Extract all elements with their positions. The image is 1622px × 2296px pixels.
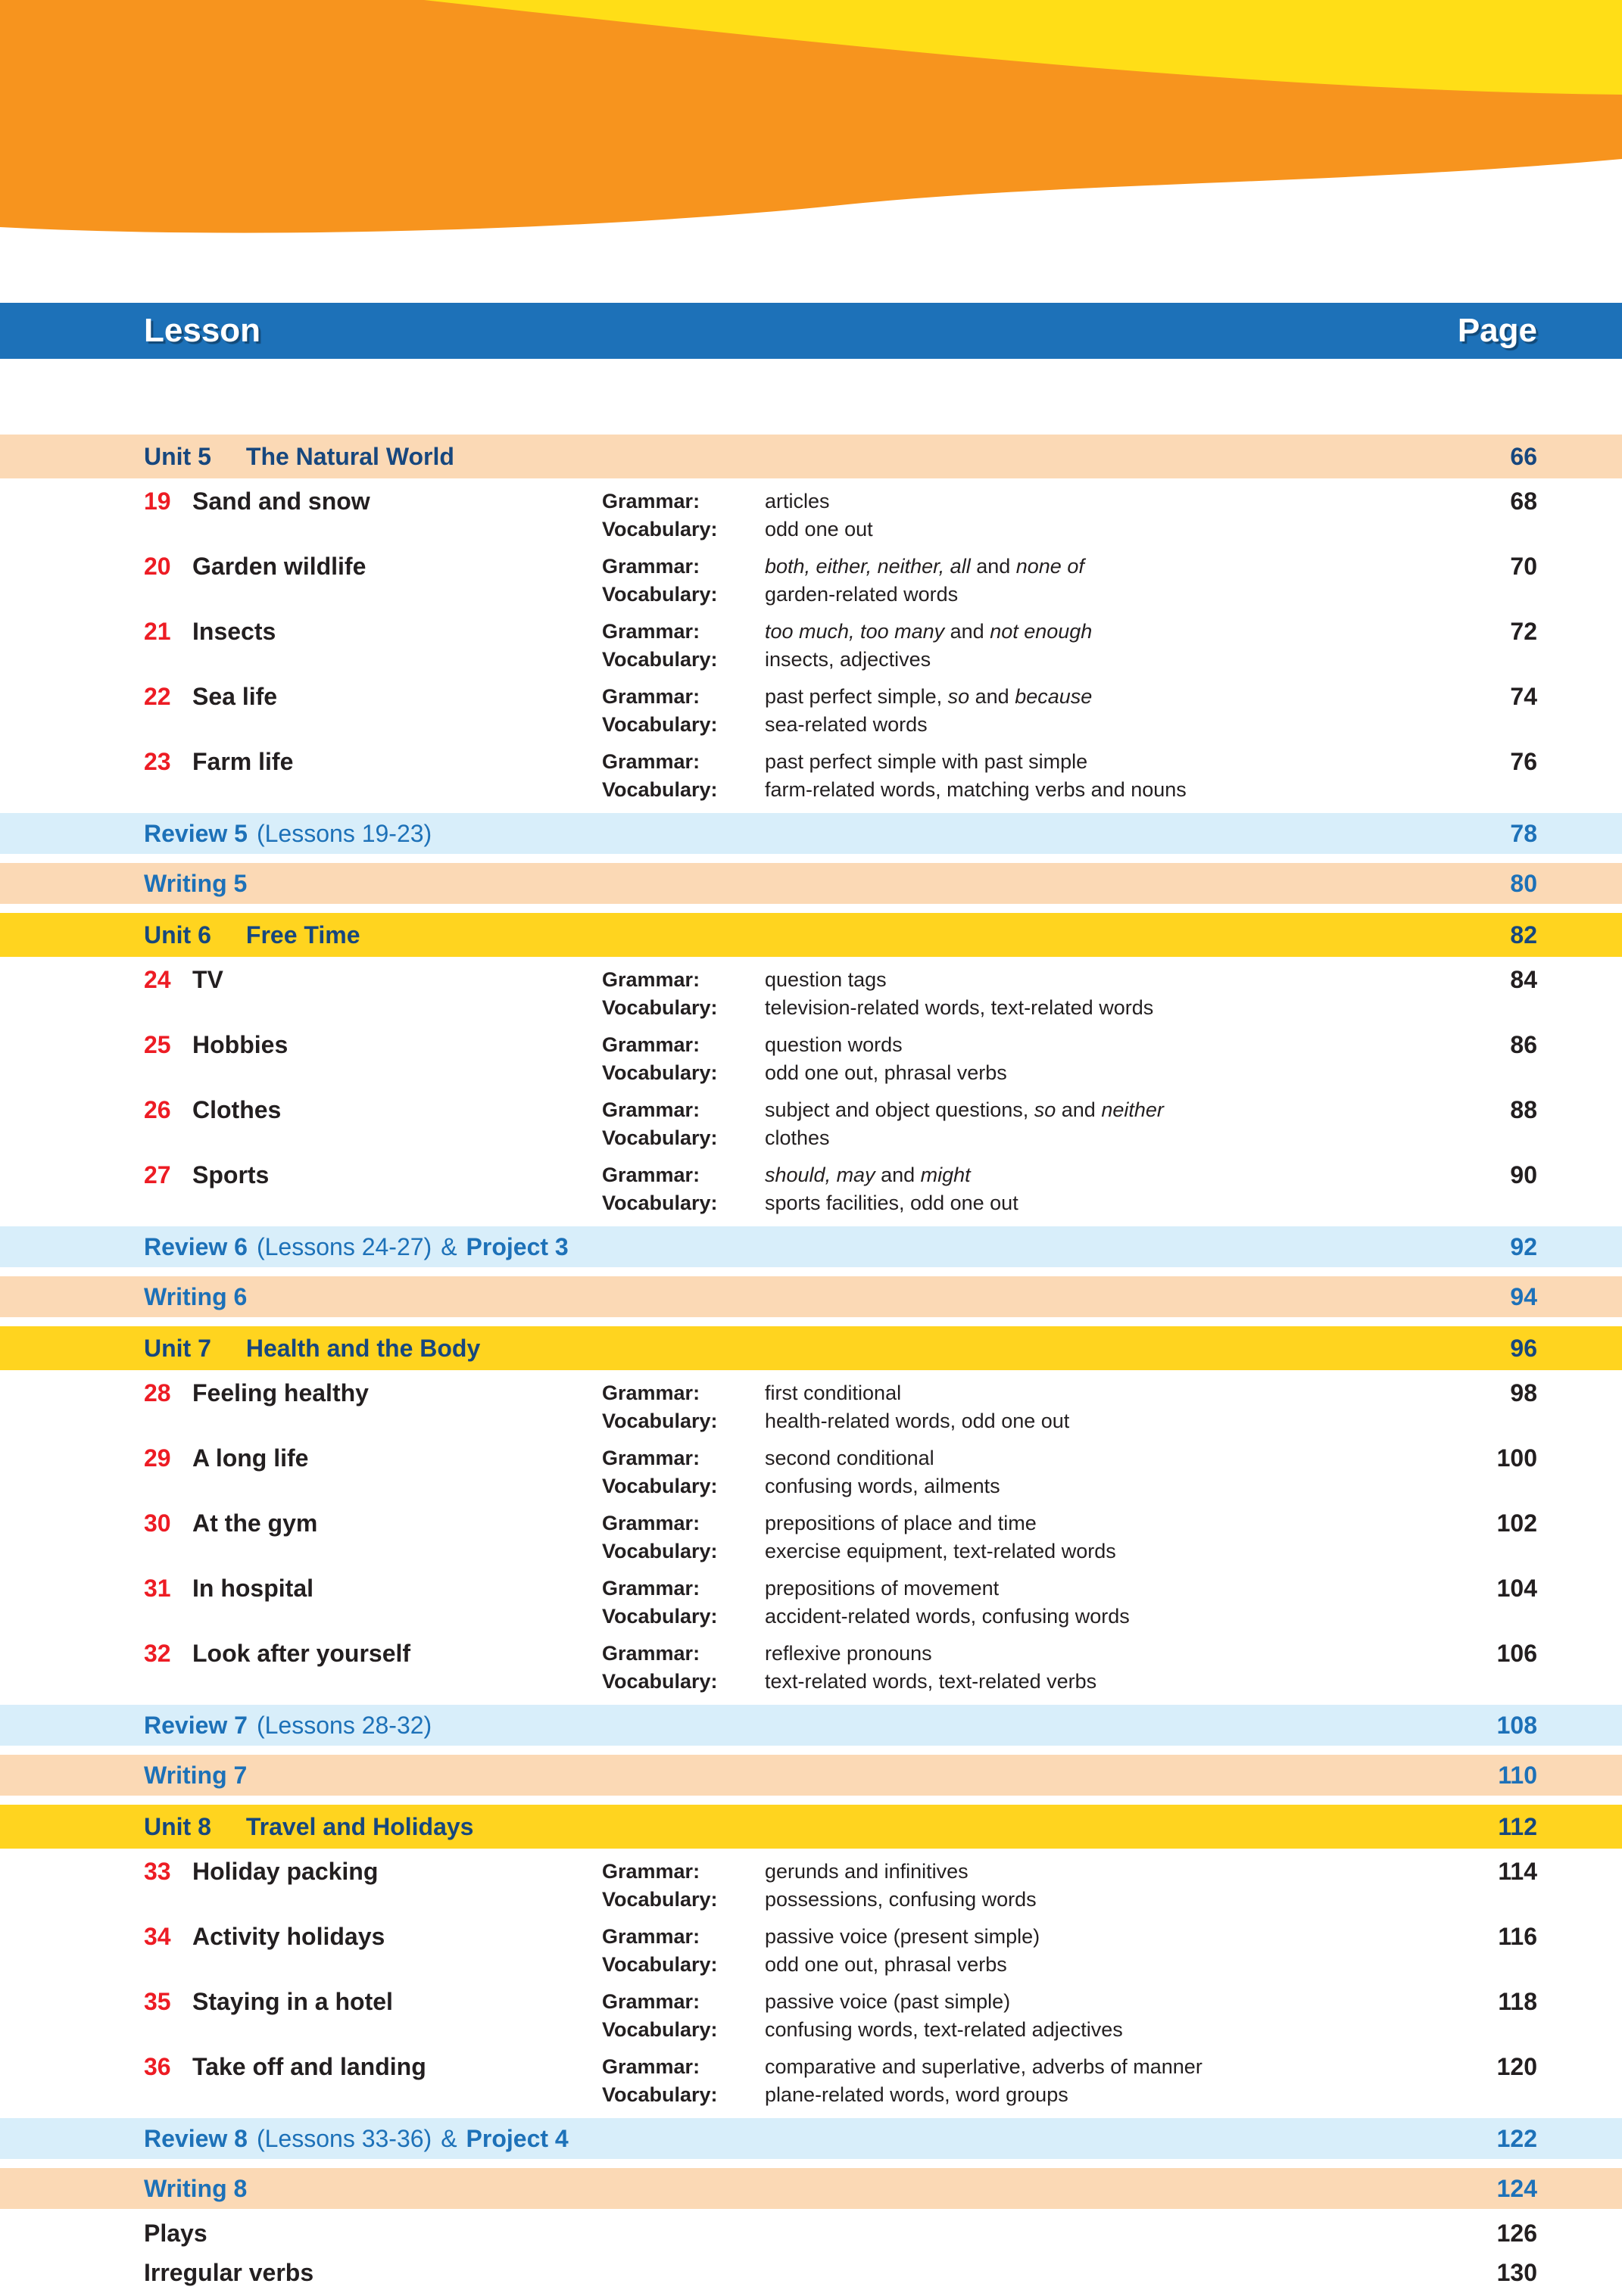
- review-heading: [144, 1712, 450, 1740]
- vocabulary-label: Vocabulary:: [602, 2018, 718, 2041]
- lesson-heading: [144, 618, 602, 646]
- grammar-text: first conditional: [765, 1382, 902, 1404]
- grammar-label: Grammar:: [602, 1860, 700, 1883]
- lesson-number: 28: [144, 1379, 171, 1407]
- vocabulary-line: [602, 994, 1439, 1022]
- review-heading: [144, 2125, 569, 2153]
- grammar-line: [602, 1575, 1439, 1603]
- grammar-text: gerunds and infinitives: [765, 1860, 969, 1883]
- lesson-number: 20: [144, 553, 171, 580]
- vocabulary-line: [602, 1472, 1439, 1500]
- page-number: 72: [1510, 618, 1537, 645]
- page-number: 74: [1510, 683, 1537, 710]
- lesson-details: [602, 618, 1439, 674]
- page-number: 130: [1496, 2258, 1537, 2286]
- vocabulary-label: Vocabulary:: [602, 713, 718, 736]
- lesson-heading: [144, 488, 602, 516]
- lesson-heading: [144, 2053, 602, 2081]
- vocabulary-line: [602, 1951, 1439, 1979]
- grammar-text: past perfect simple, so and because: [765, 685, 1093, 708]
- grammar-line: [602, 1923, 1439, 1951]
- vocabulary-label: Vocabulary:: [602, 1475, 718, 1497]
- review-label: Review 6: [144, 1232, 248, 1260]
- vocabulary-text: accident-related words, confusing words: [765, 1605, 1130, 1628]
- grammar-label: Grammar:: [602, 1164, 700, 1186]
- vocabulary-line: [602, 776, 1439, 804]
- page-number: 102: [1496, 1509, 1537, 1537]
- writing-row: [0, 2168, 1622, 2209]
- grammar-line: [602, 1379, 1439, 1407]
- page-number: 84: [1510, 966, 1537, 993]
- page-number: 98: [1510, 1379, 1537, 1407]
- grammar-label: Grammar:: [602, 1577, 700, 1600]
- grammar-label: Grammar:: [602, 2055, 700, 2078]
- vocabulary-text: television-related words, text-related words: [765, 996, 1154, 1019]
- lesson-heading: [144, 966, 602, 994]
- lesson-row: [0, 1640, 1622, 1696]
- vocabulary-label: Vocabulary:: [602, 996, 718, 1019]
- page-number: 90: [1510, 1161, 1537, 1188]
- vocabulary-label: Vocabulary:: [602, 1670, 718, 1693]
- lesson-details: [602, 1923, 1439, 1979]
- lesson-number: 33: [144, 1858, 171, 1885]
- vocabulary-label: Vocabulary:: [602, 1605, 718, 1628]
- page-number: 126: [1496, 2219, 1537, 2247]
- page-number: 88: [1510, 1096, 1537, 1123]
- vocabulary-line: [602, 1407, 1439, 1435]
- page-number: 76: [1510, 748, 1537, 775]
- vocabulary-text: insects, adjectives: [765, 648, 931, 671]
- lesson-title: Staying in a hotel: [192, 1988, 393, 2015]
- lesson-heading: [144, 1096, 602, 1124]
- page-number: 66: [1510, 442, 1537, 470]
- grammar-line: [602, 1640, 1439, 1668]
- lesson-row: [0, 1858, 1622, 1914]
- unit-row: [0, 913, 1622, 957]
- review-row: [0, 1226, 1622, 1267]
- lesson-row: [0, 1096, 1622, 1152]
- grammar-text: both, either, neither, all and none of: [765, 555, 1084, 578]
- unit-heading: [144, 1813, 473, 1841]
- page-number: 80: [1510, 869, 1537, 897]
- lesson-number: 24: [144, 966, 171, 993]
- vocabulary-text: possessions, confusing words: [765, 1888, 1037, 1911]
- grammar-label: Grammar:: [602, 490, 700, 512]
- vocabulary-line: [602, 516, 1439, 544]
- lesson-title: Hobbies: [192, 1031, 289, 1058]
- lesson-row: [0, 1444, 1622, 1500]
- lesson-row: [0, 748, 1622, 804]
- lesson-title: Take off and landing: [192, 2053, 426, 2080]
- review-lessons-range: (Lessons 19-23): [256, 819, 432, 847]
- grammar-line: [602, 1096, 1439, 1124]
- table-of-contents: [0, 435, 1622, 2288]
- grammar-line: [602, 1509, 1439, 1537]
- lesson-details: [602, 2053, 1439, 2109]
- extra-section-label: Plays: [144, 2219, 207, 2247]
- page-number: 124: [1496, 2174, 1537, 2202]
- lesson-details: [602, 1988, 1439, 2044]
- page-number: 96: [1510, 1334, 1537, 1362]
- writing-row: [0, 1755, 1622, 1796]
- page-number: 118: [1498, 1988, 1537, 2015]
- lesson-title: In hospital: [192, 1575, 313, 1602]
- extra-section-label: Irregular verbs: [144, 2258, 314, 2286]
- grammar-line: [602, 1858, 1439, 1886]
- grammar-line: [602, 488, 1439, 516]
- page-number: 70: [1510, 553, 1537, 580]
- lesson-heading: [144, 1640, 602, 1668]
- vocabulary-text: sports facilities, odd one out: [765, 1192, 1018, 1214]
- lesson-title: Look after yourself: [192, 1640, 411, 1667]
- page-number: 114: [1498, 1858, 1537, 1885]
- lesson-title: Feeling healthy: [192, 1379, 369, 1407]
- lesson-row: [0, 1161, 1622, 1217]
- vocabulary-label: Vocabulary:: [602, 778, 718, 801]
- grammar-text: comparative and superlative, adverbs of manner: [765, 2055, 1202, 2078]
- vocabulary-text: clothes: [765, 1126, 830, 1149]
- lesson-row: [0, 553, 1622, 609]
- unit-title: Health and the Body: [245, 1334, 481, 1362]
- vocabulary-line: [602, 1537, 1439, 1565]
- vocabulary-text: farm-related words, matching verbs and nouns: [765, 778, 1187, 801]
- lesson-number: 32: [144, 1640, 171, 1667]
- extra-section-row: [0, 2257, 1622, 2288]
- review-heading: [144, 820, 450, 848]
- lesson-title: Clothes: [192, 1096, 282, 1123]
- writing-label: Writing 5: [144, 869, 248, 897]
- unit-row: [0, 1326, 1622, 1370]
- page-number: 92: [1510, 1232, 1537, 1260]
- vocabulary-text: confusing words, ailments: [765, 1475, 1000, 1497]
- review-row: [0, 813, 1622, 854]
- lesson-title: Sand and snow: [192, 488, 370, 515]
- lesson-row: [0, 2053, 1622, 2109]
- review-row: [0, 2118, 1622, 2159]
- lesson-title: Sea life: [192, 683, 278, 710]
- grammar-text: passive voice (present simple): [765, 1925, 1040, 1948]
- lesson-details: [602, 1444, 1439, 1500]
- lesson-heading: [144, 1161, 602, 1189]
- lesson-details: [602, 1096, 1439, 1152]
- lesson-heading: [144, 1031, 602, 1059]
- vocabulary-line: [602, 711, 1439, 739]
- grammar-line: [602, 553, 1439, 581]
- page-number: 106: [1496, 1640, 1537, 1667]
- vocabulary-label: Vocabulary:: [602, 583, 718, 606]
- lesson-number: 34: [144, 1923, 171, 1950]
- vocabulary-label: Vocabulary:: [602, 1126, 718, 1149]
- grammar-text: question tags: [765, 968, 887, 991]
- lesson-number: 19: [144, 488, 171, 515]
- lesson-details: [602, 1858, 1439, 1914]
- page-number: 94: [1510, 1282, 1537, 1310]
- vocabulary-text: health-related words, odd one out: [765, 1410, 1070, 1432]
- grammar-text: reflexive pronouns: [765, 1642, 932, 1665]
- lesson-details: [602, 1031, 1439, 1087]
- writing-label: Writing 7: [144, 1761, 248, 1789]
- lesson-row: [0, 1923, 1622, 1979]
- grammar-text: passive voice (past simple): [765, 1990, 1011, 2013]
- grammar-text: prepositions of movement: [765, 1577, 1000, 1600]
- header-curve-graphic: [0, 0, 1622, 303]
- vocabulary-text: exercise equipment, text-related words: [765, 1540, 1116, 1562]
- vocabulary-label: Vocabulary:: [602, 2083, 718, 2106]
- grammar-label: Grammar:: [602, 1033, 700, 1056]
- grammar-text: prepositions of place and time: [765, 1512, 1037, 1534]
- unit-label: Unit 6: [144, 921, 211, 949]
- review-project-label: Project 3: [466, 1232, 569, 1260]
- lesson-row: [0, 1575, 1622, 1631]
- grammar-label: Grammar:: [602, 968, 700, 991]
- lesson-heading: [144, 1858, 602, 1886]
- unit-title: Travel and Holidays: [245, 1812, 474, 1840]
- grammar-label: Grammar:: [602, 750, 700, 773]
- lesson-number: 29: [144, 1444, 171, 1472]
- lesson-row: [0, 683, 1622, 739]
- review-row: [0, 1705, 1622, 1746]
- lesson-details: [602, 966, 1439, 1022]
- grammar-line: [602, 1988, 1439, 2016]
- top-decoration: [0, 0, 1622, 303]
- vocabulary-label: Vocabulary:: [602, 1410, 718, 1432]
- vocabulary-line: [602, 1603, 1439, 1631]
- lesson-row: [0, 1031, 1622, 1087]
- vocabulary-text: sea-related words: [765, 713, 928, 736]
- grammar-label: Grammar:: [602, 1098, 700, 1121]
- vocabulary-text: odd one out, phrasal verbs: [765, 1953, 1007, 1976]
- vocabulary-line: [602, 2081, 1439, 2109]
- lesson-number: 23: [144, 748, 171, 775]
- unit-title: The Natural World: [245, 442, 454, 470]
- grammar-text: second conditional: [765, 1447, 934, 1469]
- lesson-title: Insects: [192, 618, 276, 645]
- vocabulary-label: Vocabulary:: [602, 1540, 718, 1562]
- grammar-label: Grammar:: [602, 685, 700, 708]
- grammar-label: Grammar:: [602, 620, 700, 643]
- review-lessons-range: (Lessons 33-36): [256, 2124, 432, 2152]
- review-ampersand: &: [441, 2124, 457, 2152]
- unit-label: Unit 8: [144, 1812, 211, 1840]
- review-heading: [144, 1233, 569, 1261]
- lesson-row: [0, 618, 1622, 674]
- page-number: 122: [1496, 2124, 1537, 2152]
- grammar-label: Grammar:: [602, 555, 700, 578]
- unit-row: [0, 435, 1622, 478]
- lesson-title: Sports: [192, 1161, 270, 1188]
- vocabulary-text: confusing words, text-related adjectives: [765, 2018, 1123, 2041]
- vocabulary-label: Vocabulary:: [602, 1061, 718, 1084]
- grammar-line: [602, 1161, 1439, 1189]
- unit-heading: [144, 1335, 480, 1363]
- lesson-details: [602, 683, 1439, 739]
- page-number: 78: [1510, 819, 1537, 847]
- page-number: 104: [1496, 1575, 1537, 1602]
- grammar-label: Grammar:: [602, 1642, 700, 1665]
- lesson-details: [602, 488, 1439, 544]
- grammar-line: [602, 966, 1439, 994]
- page-number: 108: [1496, 1711, 1537, 1739]
- lesson-heading: [144, 1923, 602, 1951]
- vocabulary-text: odd one out: [765, 518, 873, 541]
- vocabulary-line: [602, 1189, 1439, 1217]
- writing-label: Writing 6: [144, 1282, 248, 1310]
- page-number: 82: [1510, 921, 1537, 949]
- lesson-heading: [144, 748, 602, 776]
- grammar-text: should, may and might: [765, 1164, 971, 1186]
- unit-label: Unit 5: [144, 442, 211, 470]
- lesson-title: Activity holidays: [192, 1923, 385, 1950]
- unit-row: [0, 1805, 1622, 1849]
- unit-heading: [144, 921, 360, 949]
- vocabulary-label: Vocabulary:: [602, 1888, 718, 1911]
- lesson-heading: [144, 683, 602, 711]
- lesson-number: 21: [144, 618, 171, 645]
- vocabulary-text: garden-related words: [765, 583, 959, 606]
- unit-heading: [144, 443, 454, 471]
- lesson-heading: [144, 1509, 602, 1537]
- vocabulary-line: [602, 2016, 1439, 2044]
- vocabulary-text: plane-related words, word groups: [765, 2083, 1068, 2106]
- lesson-row: [0, 1509, 1622, 1565]
- review-lessons-range: (Lessons 24-27): [256, 1232, 432, 1260]
- lesson-number: 36: [144, 2053, 171, 2080]
- grammar-text: past perfect simple with past simple: [765, 750, 1088, 773]
- grammar-label: Grammar:: [602, 1382, 700, 1404]
- review-label: Review 8: [144, 2124, 248, 2152]
- vocabulary-label: Vocabulary:: [602, 518, 718, 541]
- vocabulary-line: [602, 1124, 1439, 1152]
- page-number: 110: [1498, 1761, 1537, 1789]
- extra-section-row: [0, 2218, 1622, 2248]
- lesson-details: [602, 1575, 1439, 1631]
- review-lessons-range: (Lessons 28-32): [256, 1711, 432, 1739]
- lesson-number: 25: [144, 1031, 171, 1058]
- vocabulary-line: [602, 646, 1439, 674]
- vocabulary-text: text-related words, text-related verbs: [765, 1670, 1097, 1693]
- lesson-row: [0, 488, 1622, 544]
- vocabulary-line: [602, 1886, 1439, 1914]
- vocabulary-text: odd one out, phrasal verbs: [765, 1061, 1007, 1084]
- lesson-heading: [144, 1988, 602, 2016]
- lesson-details: [602, 1379, 1439, 1435]
- lesson-title: At the gym: [192, 1509, 318, 1537]
- lesson-title: TV: [192, 966, 223, 993]
- grammar-line: [602, 618, 1439, 646]
- vocabulary-label: Vocabulary:: [602, 1953, 718, 1976]
- lesson-number: 35: [144, 1988, 171, 2015]
- page-number: 68: [1510, 488, 1537, 515]
- grammar-line: [602, 1031, 1439, 1059]
- grammar-line: [602, 683, 1439, 711]
- lesson-details: [602, 1161, 1439, 1217]
- lesson-title: A long life: [192, 1444, 309, 1472]
- grammar-text: too much, too many and not enough: [765, 620, 1093, 643]
- page-number: 100: [1496, 1444, 1537, 1472]
- lesson-row: [0, 966, 1622, 1022]
- review-project-label: Project 4: [466, 2124, 569, 2152]
- page-column-header: Page: [1457, 312, 1537, 349]
- grammar-text: articles: [765, 490, 830, 512]
- page-number: 86: [1510, 1031, 1537, 1058]
- lesson-details: [602, 1640, 1439, 1696]
- unit-title: Free Time: [245, 921, 360, 949]
- review-label: Review 5: [144, 819, 248, 847]
- lesson-title: Garden wildlife: [192, 553, 367, 580]
- vocabulary-line: [602, 1668, 1439, 1696]
- lesson-details: [602, 1509, 1439, 1565]
- lesson-row: [0, 1988, 1622, 2044]
- grammar-label: Grammar:: [602, 1447, 700, 1469]
- review-label: Review 7: [144, 1711, 248, 1739]
- writing-label: Writing 8: [144, 2174, 248, 2202]
- writing-row: [0, 863, 1622, 904]
- page-number: 112: [1498, 1812, 1537, 1840]
- vocabulary-line: [602, 581, 1439, 609]
- lesson-details: [602, 553, 1439, 609]
- grammar-label: Grammar:: [602, 1512, 700, 1534]
- vocabulary-label: Vocabulary:: [602, 648, 718, 671]
- grammar-label: Grammar:: [602, 1925, 700, 1948]
- vocabulary-line: [602, 1059, 1439, 1087]
- review-ampersand: &: [441, 1232, 457, 1260]
- grammar-text: subject and object questions, so and neither: [765, 1098, 1164, 1121]
- lesson-title: Farm life: [192, 748, 294, 775]
- grammar-line: [602, 1444, 1439, 1472]
- grammar-line: [602, 748, 1439, 776]
- lesson-number: 27: [144, 1161, 171, 1188]
- grammar-line: [602, 2053, 1439, 2081]
- lesson-heading: [144, 553, 602, 581]
- lesson-heading: [144, 1379, 602, 1407]
- unit-label: Unit 7: [144, 1334, 211, 1362]
- lesson-details: [602, 748, 1439, 804]
- lesson-number: 22: [144, 683, 171, 710]
- page-number: 116: [1498, 1923, 1537, 1950]
- lesson-number: 26: [144, 1096, 171, 1123]
- lesson-heading: [144, 1444, 602, 1472]
- writing-row: [0, 1276, 1622, 1317]
- column-header-bar: [0, 303, 1622, 359]
- grammar-text: question words: [765, 1033, 903, 1056]
- lesson-heading: [144, 1575, 602, 1603]
- lesson-row: [0, 1379, 1622, 1435]
- grammar-label: Grammar:: [602, 1990, 700, 2013]
- lesson-number: 30: [144, 1509, 171, 1537]
- page-number: 120: [1496, 2053, 1537, 2080]
- lesson-title: Holiday packing: [192, 1858, 379, 1885]
- lesson-number: 31: [144, 1575, 171, 1602]
- lesson-column-header: Lesson: [144, 312, 261, 349]
- vocabulary-label: Vocabulary:: [602, 1192, 718, 1214]
